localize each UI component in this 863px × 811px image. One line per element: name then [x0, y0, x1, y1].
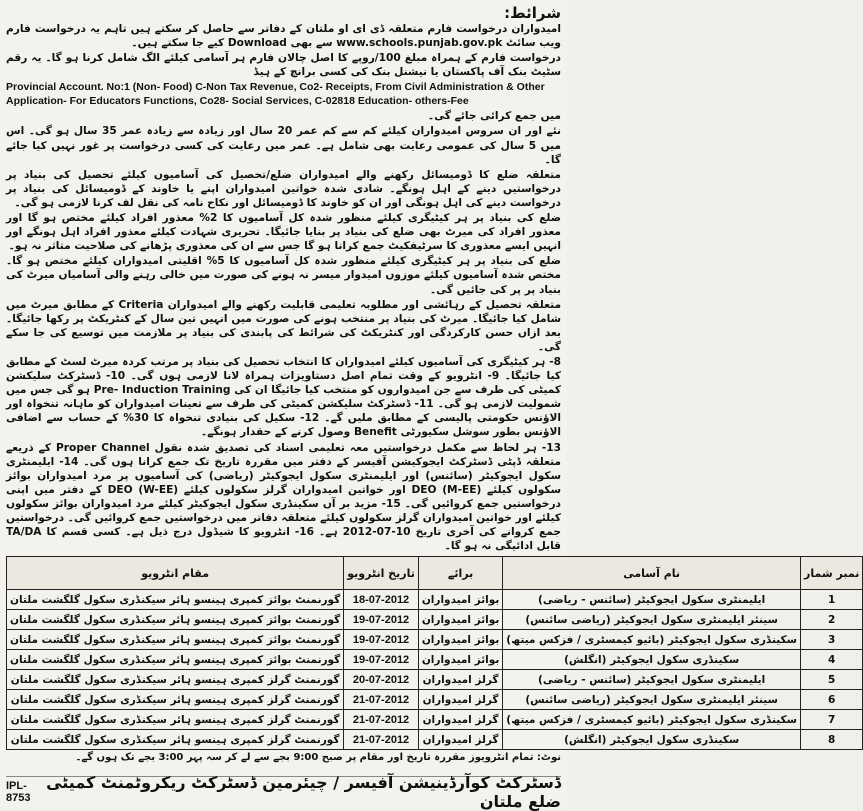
cell-venue: گورنمنٹ بوائز کمپری ہینسو ہائر سیکنڈری سکول گلگشت ملتان	[7, 610, 344, 630]
cell-venue: گورنمنٹ گرلز کمپری ہینسو ہائر سیکنڈری سکول گلگشت ملتان	[7, 710, 344, 730]
cell-for: بوائز امیدواران	[418, 610, 502, 630]
table-row	[7, 690, 863, 710]
cell-number: 8	[801, 730, 863, 750]
cell-for: بوائز امیدواران	[418, 650, 502, 670]
table-row	[7, 670, 863, 690]
cell-venue: گورنمنٹ گرلز کمپری ہینسو ہائر سیکنڈری سکول گلگشت ملتان	[7, 690, 344, 710]
cell-post-name: سینئر ایلیمنٹری سکول ایجوکیٹر (ریاضی سائنس)	[503, 690, 801, 710]
table-row	[7, 710, 863, 730]
cell-number: 3	[801, 630, 863, 650]
ipl-code: IPL-8753	[6, 780, 31, 804]
header-for: برائے	[418, 557, 502, 590]
cell-date: 21-07-2012	[344, 730, 419, 750]
condition-paragraph: متعلقہ ضلع کا ڈومیسائل رکھنے والے امیدواران ضلع/تحصیل کی آسامیوں کیلئے تحصیل کی بنیاد پر درخواستیں دینے کے اہل ہونگے۔ شادی شدہ خواتین امیدواران اپنے یا خاوند کے ڈومیسائل کی بنیاد پر درخواست دینے کی اہل ہونگی اور ان کو خاوند کا ڈومیسائل اور نکاح نامہ کی نقل لف کرنا لازمی ہو گی۔	[6, 168, 561, 209]
cell-number: 5	[801, 670, 863, 690]
condition-paragraph: میں جمع کرائی جائے گی۔	[427, 110, 561, 123]
condition-paragraph: متعلقہ تحصیل کے رہائشی اور مطلوبہ تعلیمی قابلیت رکھنے والے امیدواران Criteria کے مطابق میرٹ میں شامل کیا جائیگا۔ میرٹ کی بنیاد پر منتخب ہونے کی صورت میں انہیں تین سال کے کنٹریکٹ پر رکھا جائیگا۔ بعد ازاں حسن کارکردگی اور کنٹریکٹ کی شرائط کی پابندی کی بنیاد پر ملازمت میں توسیع کی جا سکے گی۔	[6, 298, 561, 353]
cell-number: 1	[801, 590, 863, 610]
cell-for: گرلز امیدواران	[418, 730, 502, 750]
table-row	[7, 730, 863, 750]
cell-for: بوائز امیدواران	[418, 590, 502, 610]
cell-date: 18-07-2012	[344, 590, 419, 610]
cell-post-name: ایلیمنٹری سکول ایجوکیٹر (سائنس - ریاضی)	[503, 670, 801, 690]
cell-date: 20-07-2012	[344, 670, 419, 690]
header-number: نمبر شمار	[801, 557, 863, 590]
condition-paragraph: ضلع کی بنیاد پر ہر کیٹیگری کیلئے منظور شدہ کل آسامیوں کا 2% معذور افراد کیلئے مختص ہو گا اور معذور افراد کی میرٹ بھی ضلع کی بنیاد پر بنایا جائیگا۔ تحریری شہادت کیلئے معذور افراد اہل ہونگے اور انہیں ایسے معذوری کا سرٹیفکیٹ جمع کرانا ہو گا جس سے ان کی معذوری پڑھانے کی صلاحیت متاثر نہ ہو۔	[6, 212, 561, 253]
condition-paragraph: ضلع کی بنیاد پر ہر کیٹیگری کیلئے منظور شدہ کل آسامیوں کا 5% اقلیتی امیدواران کیلئے مختص ہو گا۔ مختص شدہ آسامیوں کیلئے موزوں امیدوار میسر نہ ہونے کی صورت میں خالی رہنے والی آسامیاں میرٹ کی بنیاد پر پر کی جائیں گی۔	[6, 255, 561, 296]
timing-note: نوٹ: تمام انٹرویوز مقررہ تاریخ اور مقام پر صبح 9:00 بجے سے لے کر سہ پہر 3:00 بجے تک ہوں گے۔	[75, 752, 561, 764]
cell-date: 21-07-2012	[344, 710, 419, 730]
cell-post-name: سکینڈری سکول ایجوکیٹر (انگلش)	[503, 650, 801, 670]
cell-for: گرلز امیدواران	[418, 690, 502, 710]
interview-schedule-table	[6, 556, 863, 750]
condition-paragraph: 13- ہر لحاظ سے مکمل درخواستیں معہ تعلیمی اسناد کی تصدیق شدہ نقول Proper Channel کے ذریعے متعلقہ ڈپٹی ڈسٹرکٹ ایجوکیشن آفیسر کے دفتر میں مقررہ تاریخ تک جمع کرانا ہوں گی۔ 14- ایلیمنٹری سکول ایجوکیٹر (سائنس) اور ایلیمنٹری سکول ایجوکیٹر (ریاضی) کی آسامیوں پر مرد امیدواران بوائز سکولوں کیلئے DEO (M-EE) اور خواتین امیدواران گرلز سکولوں کیلئے DEO (W-EE) کے دفتر میں اپنی درخواستیں جمع کروائیں گی۔ 15- مزید بر آں سکینڈری سکول ایجوکیٹر کیلئے مرد امیدواران بوائز سکولوں کیلئے اور خواتین امیدواران گرلز سکولوں کیلئے متعلقہ دفاتر میں درخواستیں جمع کروائیں گی۔ درخواستیں جمع کروانے کی آخری تاریخ 10-07-2012 ہے۔ 16- انٹرویو کا شیڈول درج ذیل ہے۔ کسی قسم کا TA/DA قابل ادائیگی نہ ہو گا۔	[6, 441, 561, 553]
cell-for: بوائز امیدواران	[418, 630, 502, 650]
cell-date: 19-07-2012	[344, 630, 419, 650]
cell-venue: گورنمنٹ گرلز کمپری ہینسو ہائر سیکنڈری سکول گلگشت ملتان	[7, 730, 344, 750]
condition-account-details: Provincial Account. No:1 (Non- Food) C-Non Tax Revenue, Co2- Receipts, From Civil Administration & Other Application- For Educators Functions, Co28- Social Services, C-02818 Education- others-Fee	[6, 81, 545, 108]
cell-post-name: سکینڈری سکول ایجوکیٹر (بائیو کیمسٹری / فزکس میتھ)	[503, 710, 801, 730]
conditions-heading: شرائط:	[504, 4, 561, 22]
cell-number: 7	[801, 710, 863, 730]
header-post-name: نام آسامی	[503, 557, 801, 590]
cell-date: 19-07-2012	[344, 610, 419, 630]
table-row	[7, 610, 863, 630]
cell-post-name: ایلیمنٹری سکول ایجوکیٹر (سائنس - ریاضی)	[503, 590, 801, 610]
cell-post-name: سکینڈری سکول ایجوکیٹر (بائیو کیمسٹری / فزکس میتھ)	[503, 630, 801, 650]
table-header-row	[7, 557, 863, 590]
cell-venue: گورنمنٹ بوائز کمپری ہینسو ہائر سیکنڈری سکول گلگشت ملتان	[7, 590, 344, 610]
cell-date: 21-07-2012	[344, 690, 419, 710]
condition-paragraph: امیدواران درخواست فارم متعلقہ ڈی ای او ملتان کے دفاتر سے حاصل کر سکتے ہیں تاہم یہ درخواست فارم ویب سائٹ www.schools.punjab.gov.pk سے بھی Download کیے جا سکتے ہیں۔	[6, 23, 561, 50]
table-row	[7, 630, 863, 650]
footer	[6, 773, 561, 811]
header-date: تاریخ انٹرویو	[344, 557, 419, 590]
conditions-body	[6, 22, 561, 553]
header-venue: مقام انٹرویو	[7, 557, 344, 590]
condition-paragraph: نئے اور ان سروس امیدواران کیلئے کم سے کم عمر 20 سال اور زیادہ سے زیادہ عمر 35 سال ہو گی۔ اس میں 5 سال کی عمومی رعایت بھی شامل ہے۔ عمر میں رعایت کی کسی درخواست پر غور نہیں کیا جائے گا۔	[6, 125, 562, 166]
table-row	[7, 590, 863, 610]
cell-venue: گورنمنٹ بوائز کمپری ہینسو ہائر سیکنڈری سکول گلگشت ملتان	[7, 650, 344, 670]
cell-for: گرلز امیدواران	[418, 670, 502, 690]
cell-number: 6	[801, 690, 863, 710]
table-row	[7, 650, 863, 670]
cell-post-name: سکینڈری سکول ایجوکیٹر (انگلش)	[503, 730, 801, 750]
condition-paragraph: 8- ہر کیٹیگری کی آسامیوں کیلئے امیدواران کا انتخاب تحصیل کی بنیاد پر مرتب کردہ میرٹ لسٹ کے مطابق کیا جائیگا۔ 9- انٹرویو کے وقت تمام اصل دستاویزات ہمراہ لانا لازمی ہوں گی۔ 10- ڈسٹرکٹ سلیکشن کمیٹی کی طرف سے جن امیدواروں کو منتخب کیا جائیگا ان کی Pre- Induction Training ہو گی جس میں شمولیت لازمی ہو گی۔ 11- ڈسٹرکٹ سلیکشن کمیٹی کی طرف سے تعینات امیدواران کو ماہانہ تنخواہ اور الاؤنس حکومتی پالیسی کے مطابق ملیں گے۔ 12- سکیل کی بنیادی تنخواہ کا 30% کے حساب سے اضافی الاؤنس بطور سوشل سکیورٹی Benefit وصول کرنے کے حقدار ہونگے۔	[6, 355, 562, 439]
cell-number: 2	[801, 610, 863, 630]
cell-venue: گورنمنٹ بوائز کمپری ہینسو ہائر سیکنڈری سکول گلگشت ملتان	[7, 630, 344, 650]
cell-post-name: سینئر ایلیمنٹری سکول ایجوکیٹر (ریاضی سائنس)	[503, 610, 801, 630]
cell-for: گرلز امیدواران	[418, 710, 502, 730]
issuing-authority: ڈسٹرکٹ کوآرڈینیشن آفیسر / چیئرمین ڈسٹرکٹ ریکروٹمنٹ کمیٹی ضلع ملتان	[46, 773, 561, 811]
cell-venue: گورنمنٹ گرلز کمپری ہینسو ہائر سیکنڈری سکول گلگشت ملتان	[7, 670, 344, 690]
cell-number: 4	[801, 650, 863, 670]
condition-paragraph: درخواست فارم کے ہمراہ مبلغ 100/روپے کا اصل چالان فارم ہر آسامی کیلئے الگ شامل کرنا ہو گا۔ یہ رقم سٹیٹ بنک آف پاکستان یا نیشنل بنک کی کسی برانچ کے ہیڈ	[6, 52, 561, 79]
cell-date: 19-07-2012	[344, 650, 419, 670]
